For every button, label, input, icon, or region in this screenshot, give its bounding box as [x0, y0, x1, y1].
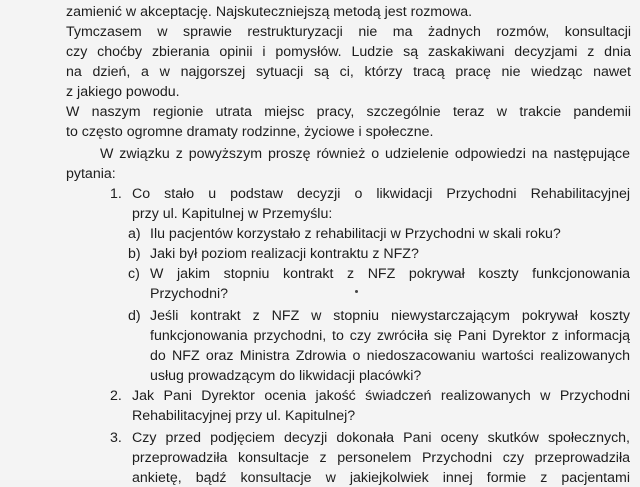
document-line: b): [128, 246, 141, 262]
document-line: na dzień, a w najgorszej sytuacji są ci, którzy tracą pracę nie wiedząc nawet: [66, 64, 631, 80]
scan-speck: [355, 290, 358, 293]
document-line: funkcjonowania przychodni, to czy zwróciła się Pani Dyrektor z informacją: [150, 328, 630, 344]
document-line: przeprowadziła konsultacje z personelem Przychodni czy przeprowadziła: [132, 450, 630, 466]
document-line: W jakim stopniu kontrakt z NFZ pokrywał koszty funkcjonowania: [150, 266, 630, 282]
document-line: 1.: [110, 186, 122, 202]
document-line: W naszym regionie utrata miejsc pracy, szczególnie teraz w trakcie pandemii: [66, 104, 631, 120]
document-line: ankietę, bądź konsultacje w jakiejkolwiek innej formie z pacjentami: [132, 470, 630, 486]
document-line: to często ogromne dramaty rodzinne, życiowe i społeczne.: [66, 124, 434, 140]
document-line: Jak Pani Dyrektor ocenia jakość świadczeń realizowanych w Przychodni: [132, 388, 630, 404]
document-line: usług prowadzącym do likwidacji placówki?: [150, 368, 422, 384]
document-line: Tymczasem w sprawie restrukturyzacji nie ma żadnych rozmów, konsultacji: [66, 24, 631, 40]
document-line: a): [128, 226, 141, 242]
document-line: 3.: [110, 430, 122, 446]
document-line: Ilu pacjentów korzystało z rehabilitacji w Przychodni w skali roku?: [150, 226, 561, 242]
document-line: 2.: [110, 388, 122, 404]
document-line: z jakiego powodu.: [66, 84, 180, 100]
document-line: do NFZ oraz Ministra Zdrowia o niedoszacowaniu wartości realizowanych: [150, 348, 630, 364]
document-line: Co stało u podstaw decyzji o likwidacji Przychodni Rehabilitacyjnej: [132, 186, 630, 202]
document-line: przy ul. Kapitulnej w Przemyślu:: [132, 206, 333, 222]
document-line: W związku z powyższym proszę również o udzielenie odpowiedzi na następujące: [100, 146, 630, 162]
document-line: Rehabilitacyjnej przy ul. Kapitulnej?: [132, 408, 356, 424]
document-line: Jeśli kontrakt z NFZ w stopniu niewystarczającym pokrywał koszty: [150, 308, 630, 324]
document-line: pytania:: [66, 166, 116, 182]
document-line: Jaki był poziom realizacji kontraktu z NFZ?: [150, 246, 419, 262]
document-line: zamienić w akceptację. Najskuteczniejszą metodą jest rozmowa.: [66, 4, 473, 20]
document-line: Czy przed podjęciem decyzji dokonała Pani oceny skutków społecznych,: [132, 430, 630, 446]
document-line: d): [128, 308, 141, 324]
document-line: czy choćby zbierania opinii i pomysłów. Ludzie są zaskakiwani decyzjami z dnia: [66, 44, 631, 60]
document-line: c): [128, 266, 140, 282]
document-line: Przychodni?: [150, 286, 229, 302]
